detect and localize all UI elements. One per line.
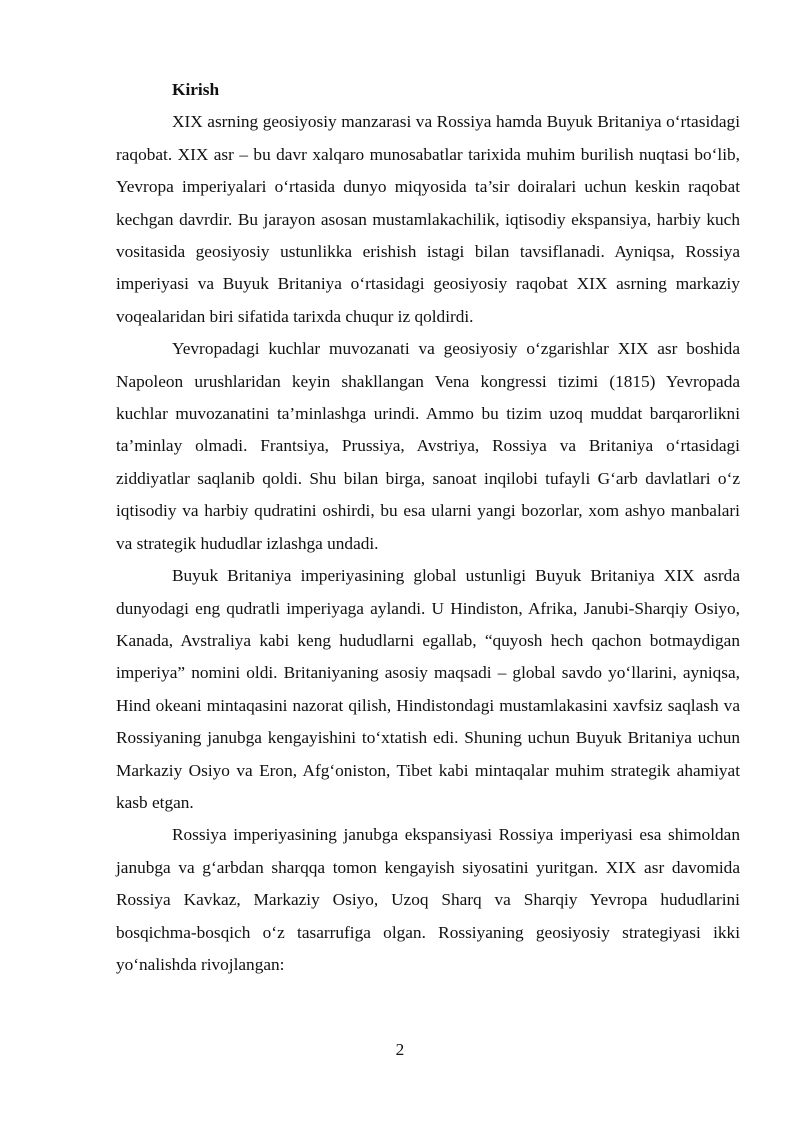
page-number: 2 bbox=[395, 1040, 405, 1059]
section-heading: Kirish bbox=[172, 80, 220, 99]
paragraph-british-empire: Buyuk Britaniya imperiyasining global ustunligi Buyuk Britaniya XIX asrda dunyodagi eng qudratli imperiyaga aylandi. U Hindiston, Afrika, Janubi-Sharqiy Osiyo, Kanada, Avstraliya kabi keng hududlarni egallab, “quyosh hech qachon botmaydigan imperiya” nomini oldi. Britaniyaning asosiy maqsadi – global savdo yo‘llarini, ayniqsa, Hind okeani mintaqasini nazorat qilish, Hindistondagi mustamlakasini xavfsiz saqlash va Rossiyaning janubga kengayishini to‘xtatish edi. Shuning uchun Buyuk Britaniya uchun Markaziy Osiyo va Eron, Afg‘oniston, Tibet kabi mintaqalar muhim strategik ahamiyat kasb etgan. bbox=[116, 566, 740, 812]
paragraph-russian-expansion: Rossiya imperiyasining janubga ekspansiyasi Rossiya imperiyasi esa shimoldan janubga va g‘arbdan sharqqa tomon kengayish siyosatini yuritgan. XIX asr davomida Rossiya Kavkaz, Markaziy Osiyo, Uzoq Sharq va Sharqiy Yevropa hududlarini bosqichma-bosqich o‘z tasarrufiga olgan. Rossiyaning geosiyosiy strategiyasi ikki yo‘nalishda rivojlangan: bbox=[116, 825, 740, 974]
document-body bbox=[116, 74, 740, 981]
paragraph-intro: XIX asrning geosiyosiy manzarasi va Rossiya hamda Buyuk Britaniya o‘rtasidagi raqobat. XIX asr – bu davr xalqaro munosabatlar tarixida muhim burilish nuqtasi bo‘lib, Yevropa imperiyalari o‘rtasida dunyo miqyosida ta’sir doiralari uchun keskin raqobat kechgan davrdir. Bu jarayon asosan mustamlakachilik, iqtisodiy ekspansiya, harbiy kuch vositasida geosiyosiy ustunlikka erishish istagi bilan tavsiflanadi. Ayniqsa, Rossiya imperiyasi va Buyuk Britaniya o‘rtasidagi geosiyosiy raqobat XIX asrning markaziy voqealaridan biri sifatida tarixda chuqur iz qoldirdi. bbox=[116, 112, 740, 326]
paragraph-europe-balance: Yevropadagi kuchlar muvozanati va geosiyosiy o‘zgarishlar XIX asr boshida Napoleon urushlaridan keyin shakllangan Vena kongressi tizimi (1815) Yevropada kuchlar muvozanatini ta’minlashga urindi. Ammo bu tizim uzoq muddat barqarorlikni ta’minlay olmadi. Frantsiya, Prussiya, Avstriya, Rossiya va Britaniya o‘rtasidagi ziddiyatlar saqlanib qoldi. Shu bilan birga, sanoat inqilobi tufayli G‘arb davlatlari o‘z iqtisodiy va harbiy qudratini oshirdi, bu esa ularni yangi bozorlar, xom ashyo manbalari va strategik hududlar izlashga undadi. bbox=[116, 339, 740, 553]
